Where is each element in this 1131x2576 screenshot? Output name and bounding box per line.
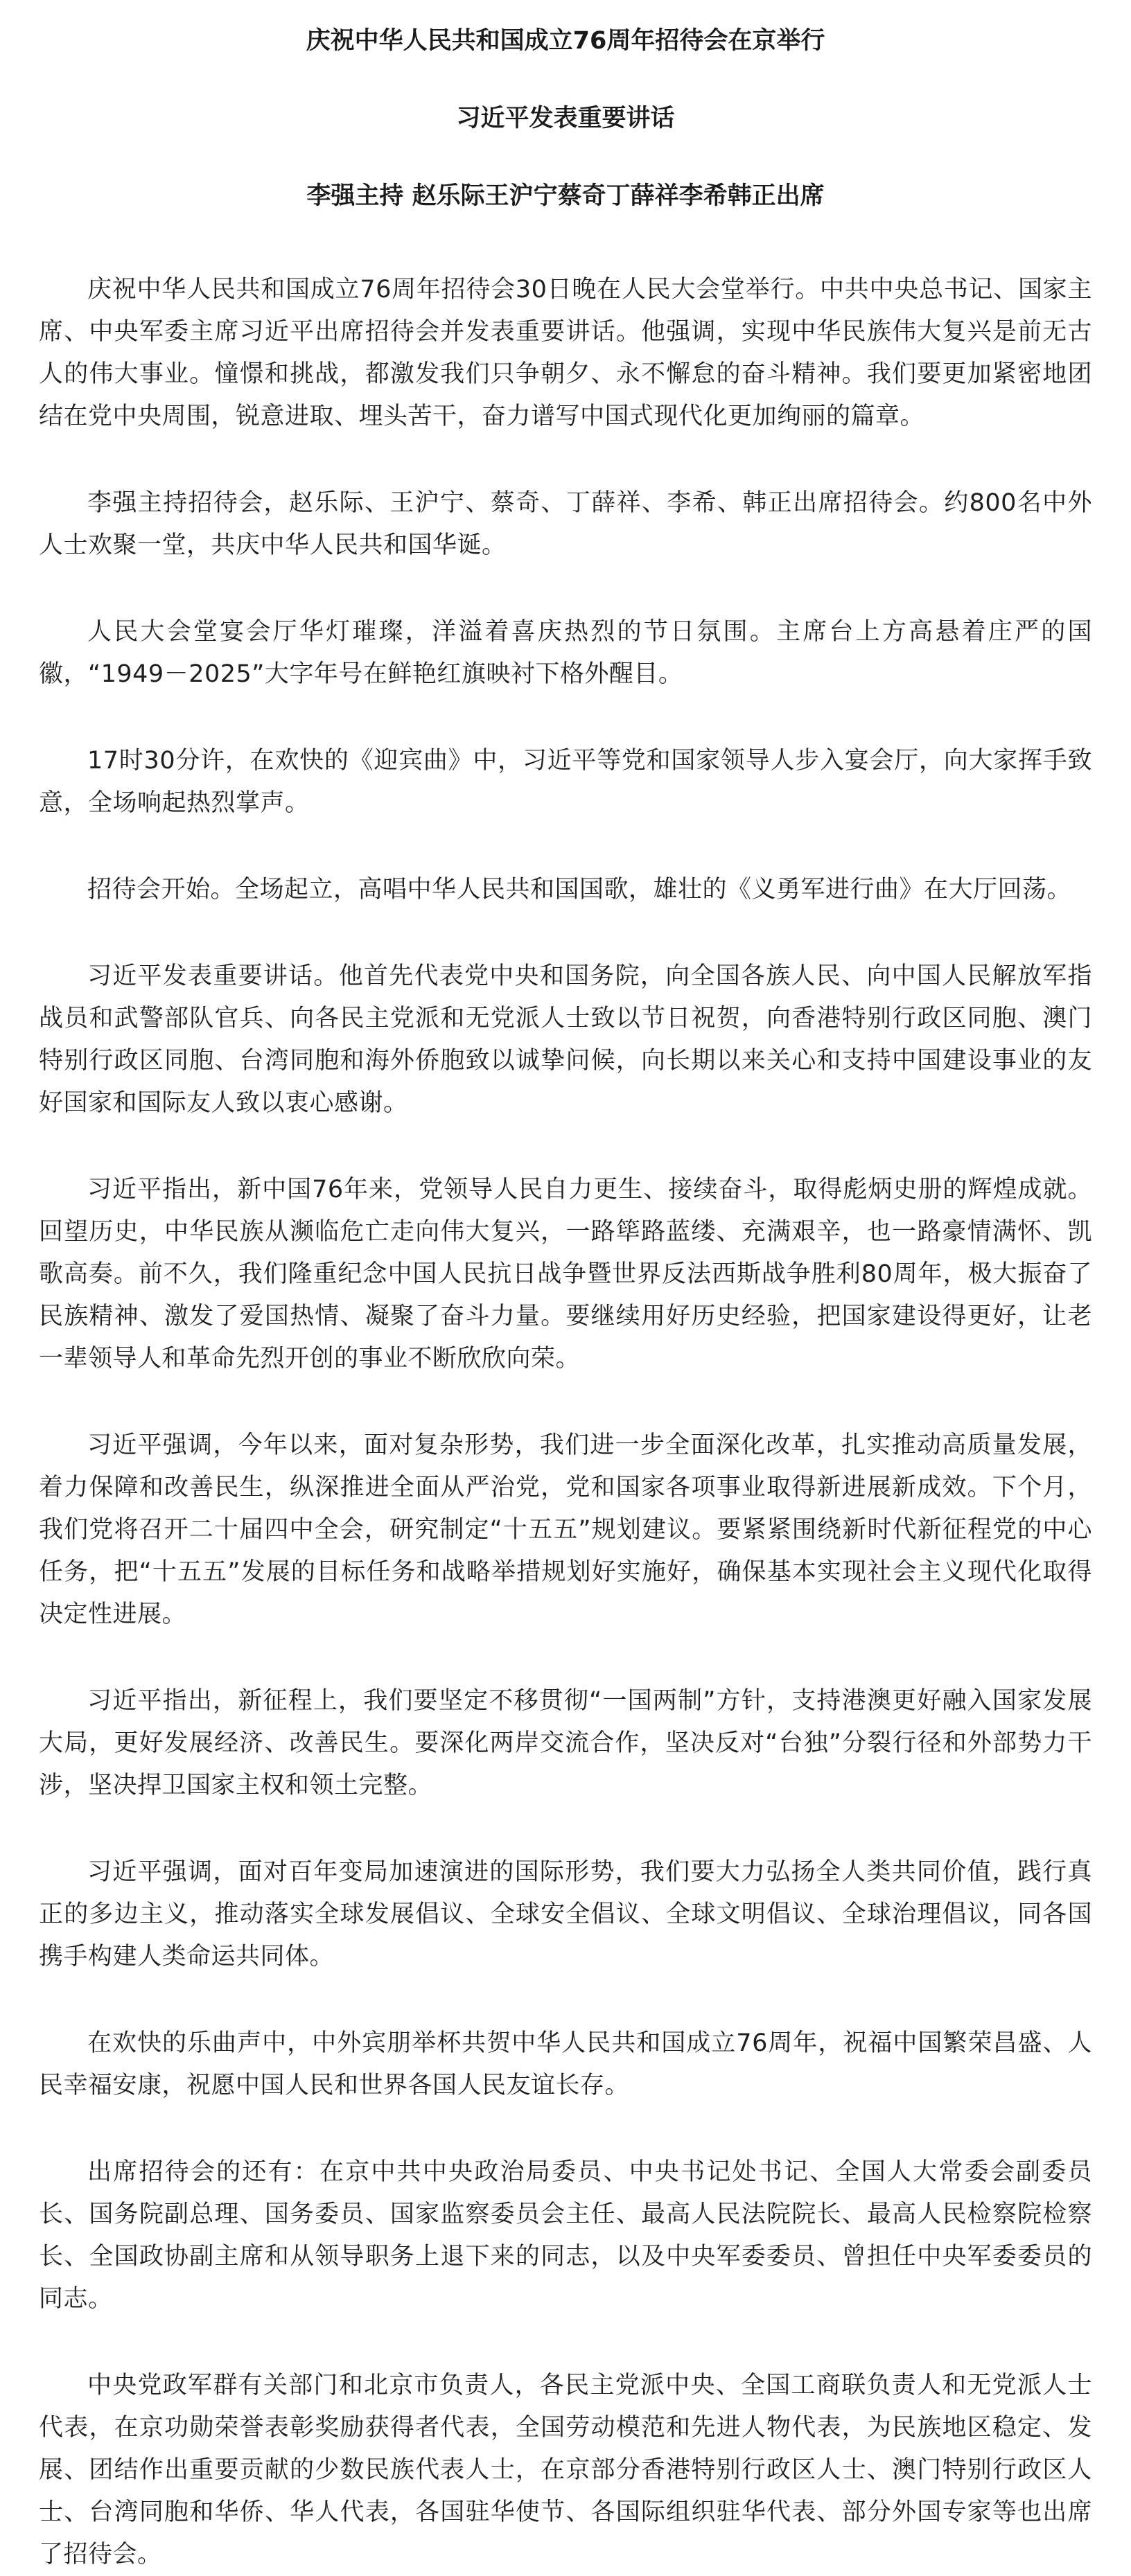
sub-headline: 习近平发表重要讲话 bbox=[456, 105, 675, 132]
paragraph: 招待会开始。全场起立，高唱中华人民共和国国歌，雄壮的《义勇军进行曲》在大厅回荡。 bbox=[87, 876, 1072, 903]
paragraph: 李强主持招待会，赵乐际、王沪宁、蔡奇、丁薛祥、李希、韩正出席招待会。约800名中外人士欢聚一堂，共庆中华人民共和国华诞。 bbox=[39, 489, 1092, 559]
paragraph: 习近平强调，面对百年变局加速演进的国际形势，我们要大力弘扬全人类共同价值，践行真正的多边主义，推动落实全球发展倡议、全球安全倡议、全球文明倡议、全球治理倡议，同各国携手构建人类命运共同体。 bbox=[39, 1858, 1092, 1970]
paragraph: 17时30分许，在欢快的《迎宾曲》中，习近平等党和国家领导人步入宴会厅，向大家挥手致意，全场响起热烈掌声。 bbox=[39, 747, 1092, 817]
paragraph: 习近平强调，今年以来，面对复杂形势，我们进一步全面深化改革，扎实推动高质量发展，着力保障和改善民生，纵深推进全面从严治党，党和国家各项事业取得新进展新成效。下个月，我们党将召开二十届四中全会，研究制定“十五五”规划建议。要紧紧围绕新时代新征程党的中心任务，把“十五五”发展的目标任务和战略举措规划好实施好，确保基本实现社会主义现代化取得决定性进展。 bbox=[39, 1431, 1092, 1628]
paragraph: 中央党政军群有关部门和北京市负责人，各民主党派中央、全国工商联负责人和无党派人士代表，在京功勋荣誉表彰奖励获得者代表，全国劳动模范和先进人物代表，为民族地区稳定、发展、团结作出重要贡献的少数民族代表人士，在京部分香港特别行政区人士、澳门特别行政区人士、台湾同胞和华侨、华人代表，各国驻华使节、各国际组织驻华代表、部分外国专家等也出席了招待会。 bbox=[39, 2372, 1092, 2568]
paragraph: 在欢快的乐曲声中，中外宾朋举杯共贺中华人民共和国成立76周年，祝福中国繁荣昌盛、人民幸福安康，祝愿中国人民和世界各国人民友谊长存。 bbox=[39, 2029, 1092, 2099]
paragraph: 习近平指出，新中国76年来，党领导人民自力更生、接续奋斗，取得彪炳史册的辉煌成就。回望历史，中华民族从濒临危亡走向伟大复兴，一路筚路蓝缕、充满艰辛，也一路豪情满怀、凯歌高奏。前不久，我们隆重纪念中国人民抗日战争暨世界反法西斯战争胜利80周年，极大振奋了民族精神、激发了爱国热情、凝聚了奋斗力量。要继续用好历史经验，把国家建设得更好，让老一辈领导人和革命先烈开创的事业不断欣欣向荣。 bbox=[39, 1176, 1092, 1373]
paragraph: 庆祝中华人民共和国成立76周年招待会30日晚在人民大会堂举行。中共中央总书记、国家主席、中央军委主席习近平出席招待会并发表重要讲话。他强调，实现中华民族伟大复兴是前无古人的伟大事业。憧憬和挑战，都激发我们只争朝夕、永不懈怠的奋斗精神。我们要更加紧密地团结在党中央周围，锐意进取、埋头苦干，奋力谱写中国式现代化更加绚丽的篇章。 bbox=[39, 276, 1092, 430]
main-headline: 庆祝中华人民共和国成立76周年招待会在京举行 bbox=[306, 27, 825, 55]
paragraph: 出席招待会的还有：在京中共中央政治局委员、中央书记处书记、全国人大常委会副委员长、国务院副总理、国务委员、国家监察委员会主任、最高人民法院院长、最高人民检察院检察长、全国政协副主席和从领导职务上退下来的同志，以及中央军委委员、曾担任中央军委委员的同志。 bbox=[39, 2158, 1092, 2313]
paragraph: 习近平发表重要讲话。他首先代表党中央和国务院，向全国各族人民、向中国人民解放军指战员和武警部队官兵、向各民主党派和无党派人士致以节日祝贺，向香港特别行政区同胞、澳门特别行政区同胞、台湾同胞和海外侨胞致以诚挚问候，向长期以来关心和支持中国建设事业的友好国家和国际友人致以衷心感谢。 bbox=[39, 962, 1092, 1117]
paragraph: 习近平指出，新征程上，我们要坚定不移贯彻“一国两制”方针，支持港澳更好融入国家发展大局，更好发展经济、改善民生。要深化两岸交流合作，坚决反对“台独”分裂行径和外部势力干涉，坚决捍卫国家主权和领土完整。 bbox=[39, 1687, 1092, 1799]
attendance-headline: 李强主持 赵乐际王沪宁蔡奇丁薛祥李希韩正出席 bbox=[306, 182, 825, 210]
paragraph: 人民大会堂宴会厅华灯璀璨，洋溢着喜庆热烈的节日氛围。主席台上方高悬着庄严的国徽，“1949－2025”大字年号在鲜艳红旗映衬下格外醒目。 bbox=[39, 618, 1092, 688]
